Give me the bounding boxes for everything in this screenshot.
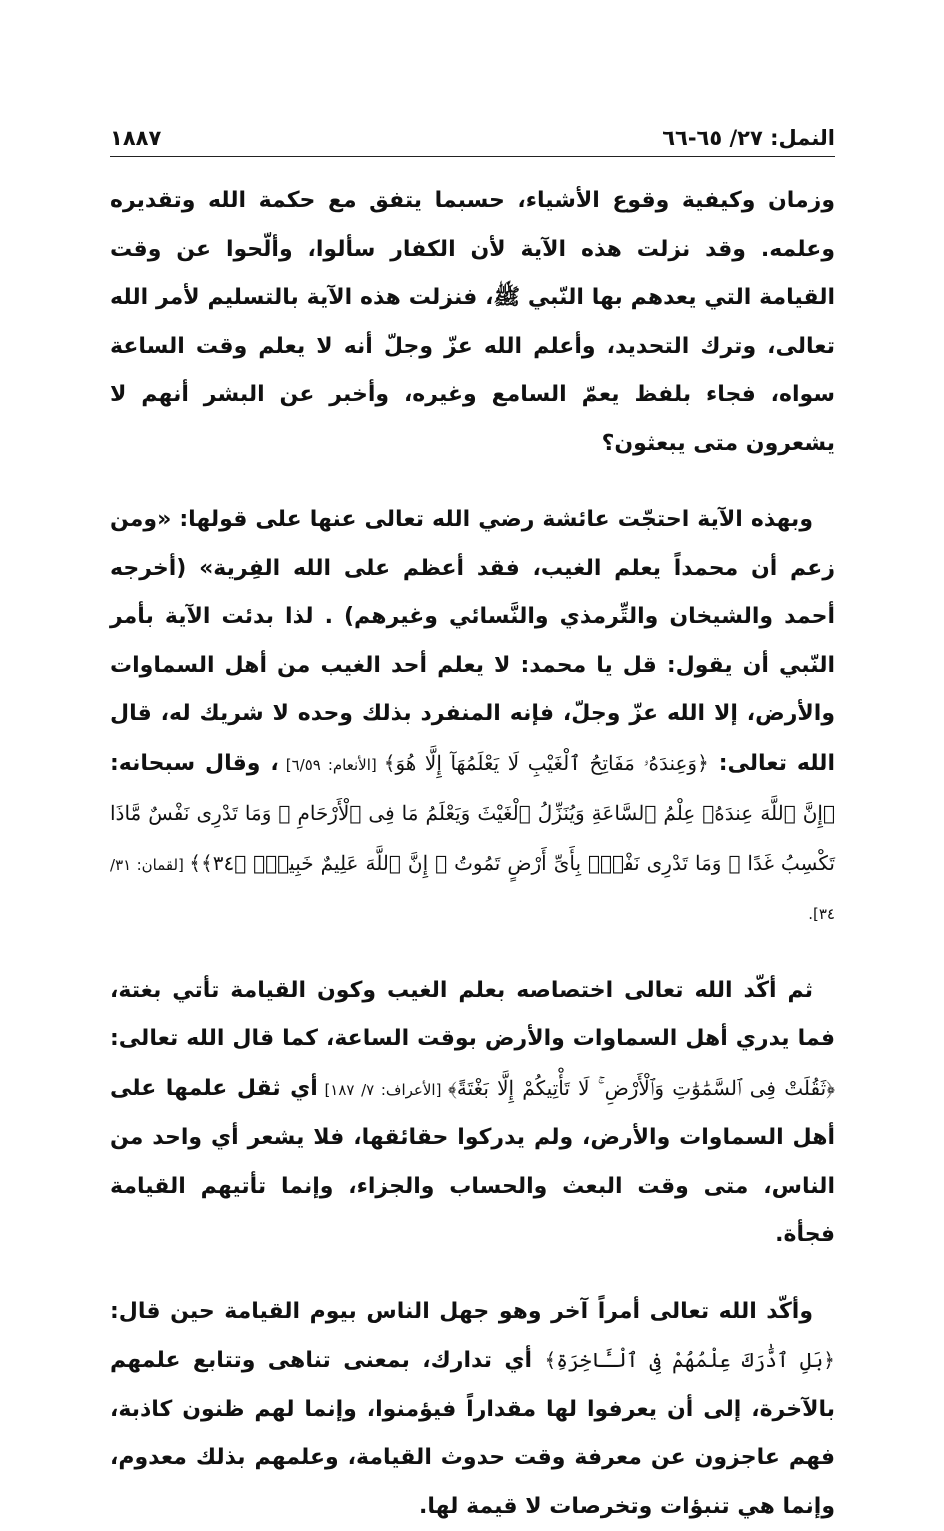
citation-anam: [الأنعام: ٦/٥٩]	[279, 756, 384, 774]
paragraph-2-text-b: ، وقال سبحانه:	[110, 751, 279, 776]
paragraph-4-text-b: أي تدارك، بمعنى تناهى وتتابع علمهم بالآخرة، إلى أن يعرفوا لها مقداراً فيؤمنوا، وإنما لهم ظنون كاذبة، فهم عاجزون عن معرفة وقت حدوث القيامة، وعلمهم بذلك معدوم، وإنما هي تنبؤات وتخرصات لا قيمة لها.	[110, 1348, 835, 1519]
paragraph-gap	[110, 939, 835, 967]
paragraph-4-text-a: وأكّد الله تعالى أمراً آخر وهو جهل الناس بيوم القيامة حين قال:	[110, 1299, 813, 1324]
page-header	[110, 118, 835, 156]
quran-verse-luqman: ﴿إِنَّ ٱللَّهَ عِندَهُۥ عِلْمُ ٱلسَّاعَةِ وَيُنَزِّلُ ٱلْغَيْثَ وَيَعْلَمُ مَا فِى ٱلْأَرْحَامِ ۖ وَمَا تَدْرِى نَفْسٌ مَّاذَا تَكْسِبُ غَدًا ۖ وَمَا تَدْرِى نَفْسٌۢ بِأَىِّ أَرْضٍ تَمُوتُ ۚ إِنَّ ٱللَّهَ عَلِيمٌ خَبِيرٌۢ ﴿٣٤﴾﴾	[110, 801, 835, 875]
paragraph-3-text-b: أي ثقل علمها على أهل السماوات والأرض، ولم يدركوا حقائقها، فلا يشعر أي واحد من الناس، متى وقت البعث والحساب والجزاء، وإنما تأتيهم القيامة فجأة.	[110, 1076, 835, 1248]
chapter-reference: النمل: ٢٧/ ٦٥-٦٦	[662, 126, 835, 150]
page-number: ١٨٨٧	[110, 126, 161, 150]
book-page	[110, 118, 835, 1298]
paragraph-2	[110, 496, 835, 939]
paragraph-gap	[110, 1260, 835, 1288]
citation-araf: [الأعراف: ٧/ ١٨٧]	[318, 1081, 448, 1099]
paragraph-3	[110, 967, 835, 1260]
paragraph-3-text-a: ثم أكّد الله تعالى اختصاصه بعلم الغيب وكون القيامة تأتي بغتة، فما يدري أهل السماوات والأرض بوقت الساعة، كما قال الله تعالى:	[110, 978, 835, 1052]
quran-verse-anam: ﴿وَعِندَهُۥ مَفَاتِحُ ٱلْغَيْبِ لَا يَعْلَمُهَآ إِلَّا هُوَ﴾	[384, 751, 709, 775]
paragraph-gap	[110, 468, 835, 496]
quran-verse-naml: ﴿بَلِ ٱدَّٰرَكَ عِلْمُهُمْ فِى ٱلْـَٔاخِرَةِ﴾	[545, 1348, 836, 1372]
citation-luqman: [لقمان: ٣١/ ٣٤].	[110, 856, 835, 924]
paragraph-1: وزمان وكيفية وقوع الأشياء، حسبما يتفق مع حكمة الله وتقديره وعلمه. وقد نزلت هذه الآية لأن الكفار سألوا، وألّحوا عن وقت القيامة التي يعدهم بها النّبي ﷺ، فنزلت هذه الآية بالتسليم لأمر الله تعالى، وترك التحديد، وأعلم الله عزّ وجلّ أنه لا يعلم وقت الساعة سواه، فجاء بلفظ يعمّ السامع وغيره، وأخبر عن البشر أنهم لا يشعرون متى يبعثون؟	[110, 177, 835, 468]
paragraph-4	[110, 1288, 835, 1531]
header-rule	[110, 156, 835, 157]
paragraph-2-text-a: وبهذه الآية احتجّت عائشة رضي الله تعالى عنها على قولها: «ومن زعم أن محمداً يعلم الغيب، فقد أعظم على الله الفِرية» (أخرجه أحمد والشيخان والتِّرمذي والنَّسائي وغيرهم) . لذا بدئت الآية بأمر النّبي أن يقول: قل يا محمد: لا يعلم أحد الغيب من أهل السماوات والأرض، إلا الله عزّ وجلّ، فإنه المنفرد بذلك وحده لا شريك له، قال الله تعالى:	[110, 507, 835, 776]
quran-verse-araf: ﴿ثَقُلَتْ فِى ٱلسَّمَٰوَٰتِ وَٱلْأَرْضِ ۚ لَا تَأْتِيكُمْ إِلَّا بَغْتَةً﴾	[448, 1076, 835, 1100]
